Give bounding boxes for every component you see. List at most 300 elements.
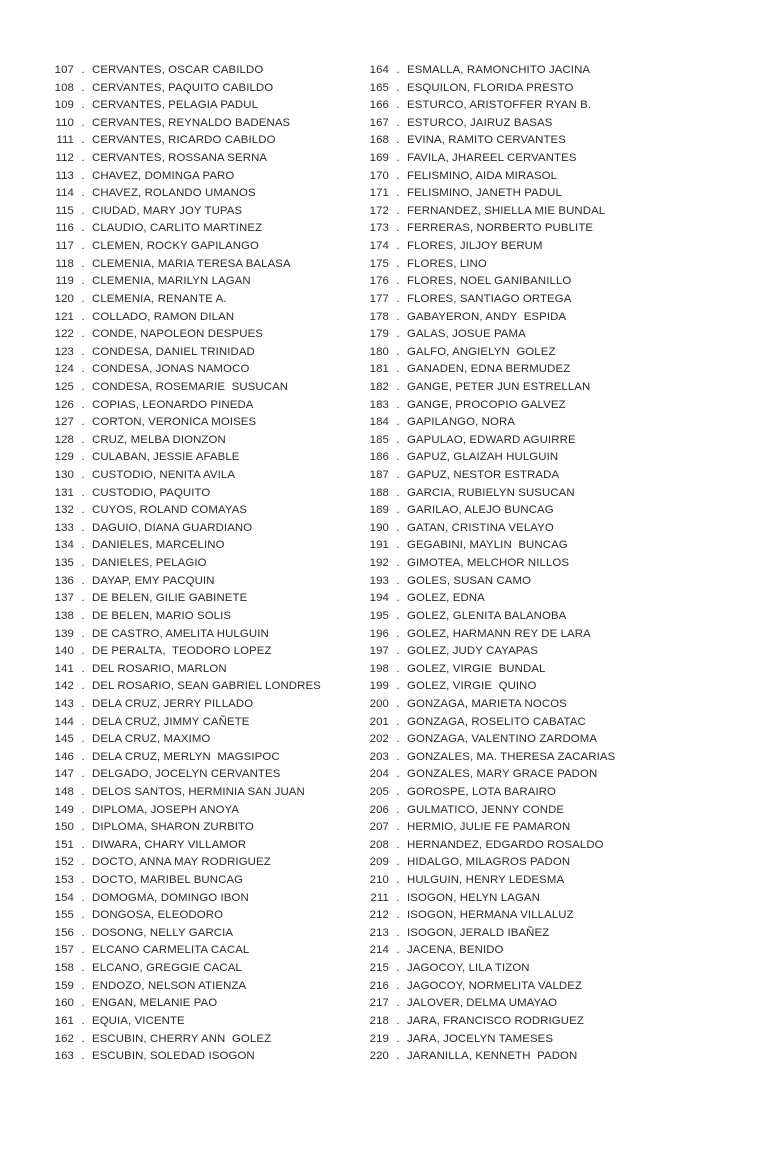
list-item-separator: . (81, 574, 85, 587)
list-item (355, 643, 670, 661)
list-item-separator: . (81, 134, 85, 147)
list-item-name: DEL ROSARIO, MARLON (92, 662, 227, 675)
list-item-separator: . (81, 645, 85, 658)
list-item-number: 175 (369, 257, 389, 270)
list-item-name: ISOGON, HERMANA VILLALUZ (407, 909, 574, 922)
list-item-name: GARILAO, ALEJO BUNCAG (407, 504, 554, 517)
list-item-name: DELA CRUZ, MAXIMO (92, 733, 211, 746)
list-item-name: ELCANO, GREGGIE CACAL (92, 962, 242, 975)
list-item-name: GAPULAO, EDWARD AGUIRRE (407, 433, 576, 446)
list-item (40, 678, 355, 696)
list-item-number: 193 (369, 574, 389, 587)
list-item (355, 837, 670, 855)
list-item-separator: . (81, 944, 85, 957)
list-item-separator: . (396, 99, 400, 112)
list-item (355, 220, 670, 238)
list-item-name: JARA, JOCELYN TAMESES (407, 1032, 554, 1045)
list-item-number: 208 (369, 838, 389, 851)
list-item-name: CIUDAD, MARY JOY TUPAS (92, 204, 243, 217)
list-item-name: GOLEZ, VIRGIE BUNDAL (407, 662, 546, 675)
list-item (40, 502, 355, 520)
list-item-separator: . (396, 592, 400, 605)
list-item-name: GAPUZ, NESTOR ESTRADA (407, 469, 560, 482)
list-item-separator: . (81, 275, 85, 288)
list-item-separator: . (81, 609, 85, 622)
list-item-number: 131 (54, 486, 74, 499)
list-item-number: 170 (369, 169, 389, 182)
list-item-number: 116 (55, 222, 74, 235)
list-item-separator: . (81, 1032, 85, 1045)
list-item (40, 995, 355, 1013)
list-item-number: 178 (369, 310, 389, 323)
list-item (355, 97, 670, 115)
list-item (355, 925, 670, 943)
list-item-number: 114 (55, 187, 74, 200)
list-item-number: 148 (54, 785, 74, 798)
list-item-separator: . (396, 416, 400, 429)
list-item (355, 344, 670, 362)
list-item-separator: . (396, 486, 400, 499)
list-item (40, 978, 355, 996)
list-item (355, 696, 670, 714)
list-item-name: ENGAN, MELANIE PAO (92, 997, 218, 1010)
list-item (355, 379, 670, 397)
list-item (40, 273, 355, 291)
list-item (40, 62, 355, 80)
list-item-separator: . (396, 539, 400, 552)
list-item (40, 203, 355, 221)
list-item-name: CLAUDIO, CARLITO MARTINEZ (92, 222, 263, 235)
list-item-name: ESCUBIN, CHERRY ANN GOLEZ (92, 1032, 272, 1045)
list-item-separator: . (81, 257, 85, 270)
list-item-number: 162 (54, 1032, 74, 1045)
list-item-name: ESTURCO, JAIRUZ BASAS (407, 116, 553, 129)
list-item-separator: . (396, 627, 400, 640)
list-item (40, 626, 355, 644)
list-item-name: CONDESA, JONAS NAMOCO (92, 363, 250, 376)
list-item-number: 134 (54, 539, 74, 552)
list-item-number: 143 (54, 697, 74, 710)
list-item-number: 185 (369, 433, 389, 446)
list-item (40, 819, 355, 837)
list-item-number: 190 (369, 521, 389, 534)
list-item-separator: . (396, 504, 400, 517)
list-item (355, 238, 670, 256)
list-item-number: 188 (369, 486, 389, 499)
list-item-number: 194 (369, 592, 389, 605)
list-item (40, 1048, 355, 1066)
list-item-number: 172 (369, 204, 389, 217)
list-item-number: 197 (369, 645, 389, 658)
list-item-name: FERNANDEZ, SHIELLA MIE BUNDAL (407, 204, 606, 217)
list-item-number: 205 (369, 785, 389, 798)
list-item-separator: . (396, 962, 400, 975)
list-item-separator: . (81, 345, 85, 358)
list-item (40, 309, 355, 327)
list-item (40, 837, 355, 855)
list-item-number: 132 (54, 504, 74, 517)
list-item-separator: . (81, 627, 85, 640)
list-item-separator: . (81, 662, 85, 675)
list-item-number: 210 (369, 874, 389, 887)
list-item-name: GOLEZ, JUDY CAYAPAS (407, 645, 539, 658)
list-item-number: 207 (369, 821, 389, 834)
list-item-separator: . (81, 891, 85, 904)
list-item-separator: . (81, 169, 85, 182)
list-item (40, 344, 355, 362)
list-item-separator: . (81, 116, 85, 129)
list-item-separator: . (396, 222, 400, 235)
list-item-name: CERVANTES, PAQUITO CABILDO (92, 81, 274, 94)
list-item-name: GULMATICO, JENNY CONDE (407, 803, 565, 816)
list-item-number: 202 (369, 733, 389, 746)
list-item-name: CUSTODIO, PAQUITO (92, 486, 211, 499)
list-item (355, 537, 670, 555)
list-item (355, 485, 670, 503)
list-item-name: CERVANTES, RICARDO CABILDO (92, 134, 276, 147)
list-item (355, 573, 670, 591)
list-item-name: DELGADO, JOCELYN CERVANTES (92, 768, 281, 781)
list-item-name: CLEMENIA, MARILYN LAGAN (92, 275, 251, 288)
list-item-number: 179 (369, 328, 389, 341)
list-item-separator: . (81, 838, 85, 851)
list-item-name: DIPLOMA, JOSEPH ANOYA (92, 803, 240, 816)
list-item-name: JARANILLA, KENNETH PADON (407, 1050, 578, 1063)
list-item (355, 678, 670, 696)
list-item-separator: . (396, 1014, 400, 1027)
list-item (355, 590, 670, 608)
list-item (355, 150, 670, 168)
list-item (40, 731, 355, 749)
list-item (40, 414, 355, 432)
list-item (355, 397, 670, 415)
list-item-number: 142 (54, 680, 74, 693)
list-item-name: DEL ROSARIO, SEAN GABRIEL LONDRES (92, 680, 321, 693)
list-item-separator: . (81, 874, 85, 887)
list-item-number: 140 (54, 645, 74, 658)
list-item-name: FLORES, LINO (407, 257, 487, 270)
list-item-name: DOCTO, ANNA MAY RODRIGUEZ (92, 856, 271, 869)
list-item (40, 132, 355, 150)
list-item (40, 942, 355, 960)
list-item-separator: . (396, 187, 400, 200)
list-item-separator: . (396, 81, 400, 94)
list-item-separator: . (81, 504, 85, 517)
list-item-number: 126 (54, 398, 74, 411)
list-item (40, 925, 355, 943)
list-item-name: COLLADO, RAMON DILAN (92, 310, 235, 323)
list-item-separator: . (81, 187, 85, 200)
list-item (40, 714, 355, 732)
list-item-number: 155 (54, 909, 74, 922)
list-item-number: 212 (369, 909, 389, 922)
list-item-number: 174 (369, 240, 389, 253)
list-item-number: 130 (54, 469, 74, 482)
list-item (40, 784, 355, 802)
list-item (40, 555, 355, 573)
list-item-separator: . (396, 733, 400, 746)
list-item (40, 520, 355, 538)
list-item-name: HIDALGO, MILAGROS PADON (407, 856, 571, 869)
list-item-number: 122 (54, 328, 74, 341)
list-item-number: 141 (54, 662, 74, 675)
list-item-separator: . (396, 363, 400, 376)
list-item (355, 872, 670, 890)
list-item (40, 467, 355, 485)
list-item-separator: . (81, 64, 85, 76)
list-item-separator: . (81, 521, 85, 534)
list-item (40, 115, 355, 133)
list-item (40, 97, 355, 115)
list-item-number: 109 (54, 99, 74, 112)
list-item-name: EVINA, RAMITO CERVANTES (407, 134, 566, 147)
list-item (40, 432, 355, 450)
list-item (355, 995, 670, 1013)
list-item (355, 978, 670, 996)
list-item-name: HERMIO, JULIE FE PAMARON (407, 821, 571, 834)
list-item-name: CERVANTES, ROSSANA SERNA (92, 152, 268, 165)
list-item-number: 198 (369, 662, 389, 675)
list-item (40, 361, 355, 379)
list-item-separator: . (81, 152, 85, 165)
list-item (40, 150, 355, 168)
list-item (40, 379, 355, 397)
list-item (40, 854, 355, 872)
list-item-number: 192 (369, 557, 389, 570)
list-item-number: 135 (54, 557, 74, 570)
list-item-separator: . (396, 944, 400, 957)
list-item (40, 749, 355, 767)
list-item (355, 608, 670, 626)
list-item-name: DONGOSA, ELEODORO (92, 909, 224, 922)
list-item-number: 187 (369, 469, 389, 482)
list-item-name: FLORES, NOEL GANIBANILLO (407, 275, 572, 288)
list-item-separator: . (396, 785, 400, 798)
list-item-separator: . (396, 152, 400, 165)
left-column (40, 62, 355, 1066)
list-item (355, 784, 670, 802)
list-item (355, 256, 670, 274)
list-item-name: GOLEZ, GLENITA BALANOBA (407, 609, 567, 622)
list-item-name: CONDESA, ROSEMARIE SUSUCAN (92, 380, 289, 393)
list-item-number: 149 (54, 803, 74, 816)
list-item-number: 191 (369, 539, 389, 552)
list-item-name: GEGABINI, MAYLIN BUNCAG (407, 539, 568, 552)
list-item-number: 203 (369, 750, 389, 763)
list-item-name: GAPUZ, GLAIZAH HULGUIN (407, 451, 559, 464)
list-item-number: 153 (54, 874, 74, 887)
list-item-number: 136 (54, 574, 74, 587)
list-item-separator: . (81, 433, 85, 446)
list-item-number: 163 (54, 1050, 74, 1063)
list-item-separator: . (81, 997, 85, 1010)
list-item-number: 183 (369, 398, 389, 411)
list-item-separator: . (396, 909, 400, 922)
list-item-separator: . (396, 204, 400, 217)
list-item (355, 1031, 670, 1049)
list-item-separator: . (81, 979, 85, 992)
list-item-separator: . (81, 715, 85, 728)
list-item-number: 123 (54, 345, 74, 358)
list-item (40, 661, 355, 679)
list-item-number: 152 (54, 856, 74, 869)
list-item-number: 177 (369, 292, 389, 305)
list-item-name: GOLEZ, HARMANN REY DE LARA (407, 627, 591, 640)
list-item-separator: . (396, 715, 400, 728)
list-item-name: GATAN, CRISTINA VELAYO (407, 521, 554, 534)
list-item-number: 165 (369, 81, 389, 94)
list-item-separator: . (81, 99, 85, 112)
list-item (40, 80, 355, 98)
list-item-separator: . (396, 469, 400, 482)
list-item-separator: . (396, 856, 400, 869)
list-item-separator: . (396, 1032, 400, 1045)
list-item-name: GONZALES, MARY GRACE PADON (407, 768, 598, 781)
list-item-separator: . (396, 997, 400, 1010)
list-item-separator: . (396, 697, 400, 710)
list-item-name: CHAVEZ, ROLANDO UMANOS (92, 187, 256, 200)
list-item-separator: . (81, 469, 85, 482)
list-item-name: DELA CRUZ, MERLYN MAGSIPOC (92, 750, 280, 763)
list-item-separator: . (81, 803, 85, 816)
list-item-separator: . (396, 292, 400, 305)
list-item-number: 181 (369, 363, 389, 376)
list-item-number: 200 (369, 697, 389, 710)
name-list-columns (40, 62, 728, 1066)
list-item-name: CLEMENIA, RENANTE A. (92, 292, 227, 305)
list-item-number: 154 (54, 891, 74, 904)
list-item-name: CERVANTES, OSCAR CABILDO (92, 64, 264, 76)
list-item-name: GABAYERON, ANDY ESPIDA (407, 310, 567, 323)
list-item-number: 160 (54, 997, 74, 1010)
list-item-name: ENDOZO, NELSON ATIENZA (92, 979, 247, 992)
list-item-number: 127 (54, 416, 74, 429)
list-item (355, 449, 670, 467)
list-item-separator: . (81, 592, 85, 605)
list-item-separator: . (396, 574, 400, 587)
list-item-name: FAVILA, JHAREEL CERVANTES (407, 152, 577, 165)
list-item-name: JACENA, BENIDO (407, 944, 504, 957)
list-item-separator: . (81, 539, 85, 552)
list-item-name: DIPLOMA, SHARON ZURBITO (92, 821, 254, 834)
list-item-separator: . (396, 328, 400, 341)
list-item-name: DOMOGMA, DOMINGO IBON (92, 891, 249, 904)
list-item (40, 1013, 355, 1031)
list-item-number: 124 (54, 363, 74, 376)
list-item (355, 432, 670, 450)
list-item-number: 173 (369, 222, 389, 235)
list-item-name: DE BELEN, MARIO SOLIS (92, 609, 232, 622)
list-item-separator: . (396, 433, 400, 446)
list-item-name: JAGOCOY, LILA TIZON (407, 962, 530, 975)
list-item-separator: . (396, 926, 400, 939)
list-item (355, 555, 670, 573)
list-item-name: GONZAGA, ROSELITO CABATAC (407, 715, 586, 728)
list-item-separator: . (396, 134, 400, 147)
list-item-name: DANIELES, MARCELINO (92, 539, 225, 552)
list-item-number: 111 (56, 134, 74, 147)
list-item-number: 107 (54, 64, 74, 76)
list-item (355, 326, 670, 344)
list-item-separator: . (81, 1050, 85, 1063)
list-item-number: 110 (55, 116, 74, 129)
list-item-name: DE BELEN, GILIE GABINETE (92, 592, 248, 605)
list-item-separator: . (81, 240, 85, 253)
list-item-separator: . (396, 874, 400, 887)
list-item-name: DAYAP, EMY PACQUIN (92, 574, 215, 587)
list-item-name: ESMALLA, RAMONCHITO JACINA (407, 64, 591, 76)
list-item (355, 502, 670, 520)
list-item (355, 626, 670, 644)
list-item-name: CONDESA, DANIEL TRINIDAD (92, 345, 255, 358)
list-item-number: 156 (54, 926, 74, 939)
list-item-separator: . (396, 257, 400, 270)
list-item (355, 1013, 670, 1031)
list-item-separator: . (81, 856, 85, 869)
list-item (40, 449, 355, 467)
list-item-separator: . (396, 645, 400, 658)
list-item (355, 520, 670, 538)
list-item-name: JAGOCOY, NORMELITA VALDEZ (407, 979, 583, 992)
list-item-number: 168 (369, 134, 389, 147)
list-item-name: GANGE, PROCOPIO GALVEZ (407, 398, 566, 411)
list-item-name: DELA CRUZ, JERRY PILLADO (92, 697, 254, 710)
list-item-name: GAPILANGO, NORA (407, 416, 516, 429)
list-item-separator: . (396, 240, 400, 253)
list-item-number: 133 (54, 521, 74, 534)
list-item (40, 291, 355, 309)
list-item (40, 872, 355, 890)
list-item-number: 147 (54, 768, 74, 781)
list-item-name: DANIELES, PELAGIO (92, 557, 207, 570)
list-item-name: FLORES, SANTIAGO ORTEGA (407, 292, 572, 305)
list-item-number: 169 (369, 152, 389, 165)
list-item-name: GANGE, PETER JUN ESTRELLAN (407, 380, 591, 393)
list-item (355, 273, 670, 291)
list-item-name: EQUIA, VICENTE (92, 1014, 185, 1027)
list-item-separator: . (81, 204, 85, 217)
list-item (355, 185, 670, 203)
list-item-name: ESTURCO, ARISTOFFER RYAN B. (407, 99, 592, 112)
list-item-number: 215 (369, 962, 389, 975)
list-item-number: 118 (55, 257, 74, 270)
list-item-name: GOLEZ, EDNA (407, 592, 485, 605)
list-item-name: DOCTO, MARIBEL BUNCAG (92, 874, 244, 887)
list-item-name: GANADEN, EDNA BERMUDEZ (407, 363, 571, 376)
list-item-number: 186 (369, 451, 389, 464)
list-item-number: 144 (54, 715, 74, 728)
list-item-number: 184 (369, 416, 389, 429)
list-item (40, 185, 355, 203)
list-item-number: 216 (369, 979, 389, 992)
list-item-separator: . (396, 891, 400, 904)
list-item (40, 397, 355, 415)
list-item-name: DAGUIO, DIANA GUARDIANO (92, 521, 253, 534)
list-item-number: 201 (369, 715, 389, 728)
list-item (355, 942, 670, 960)
list-item-separator: . (396, 979, 400, 992)
list-item-separator: . (81, 962, 85, 975)
list-item-number: 150 (54, 821, 74, 834)
list-item-number: 120 (54, 292, 74, 305)
list-item-separator: . (396, 380, 400, 393)
list-item (40, 766, 355, 784)
list-item-separator: . (396, 821, 400, 834)
list-item (40, 590, 355, 608)
list-item-number: 180 (369, 345, 389, 358)
list-item-number: 164 (369, 64, 389, 76)
list-item (355, 467, 670, 485)
